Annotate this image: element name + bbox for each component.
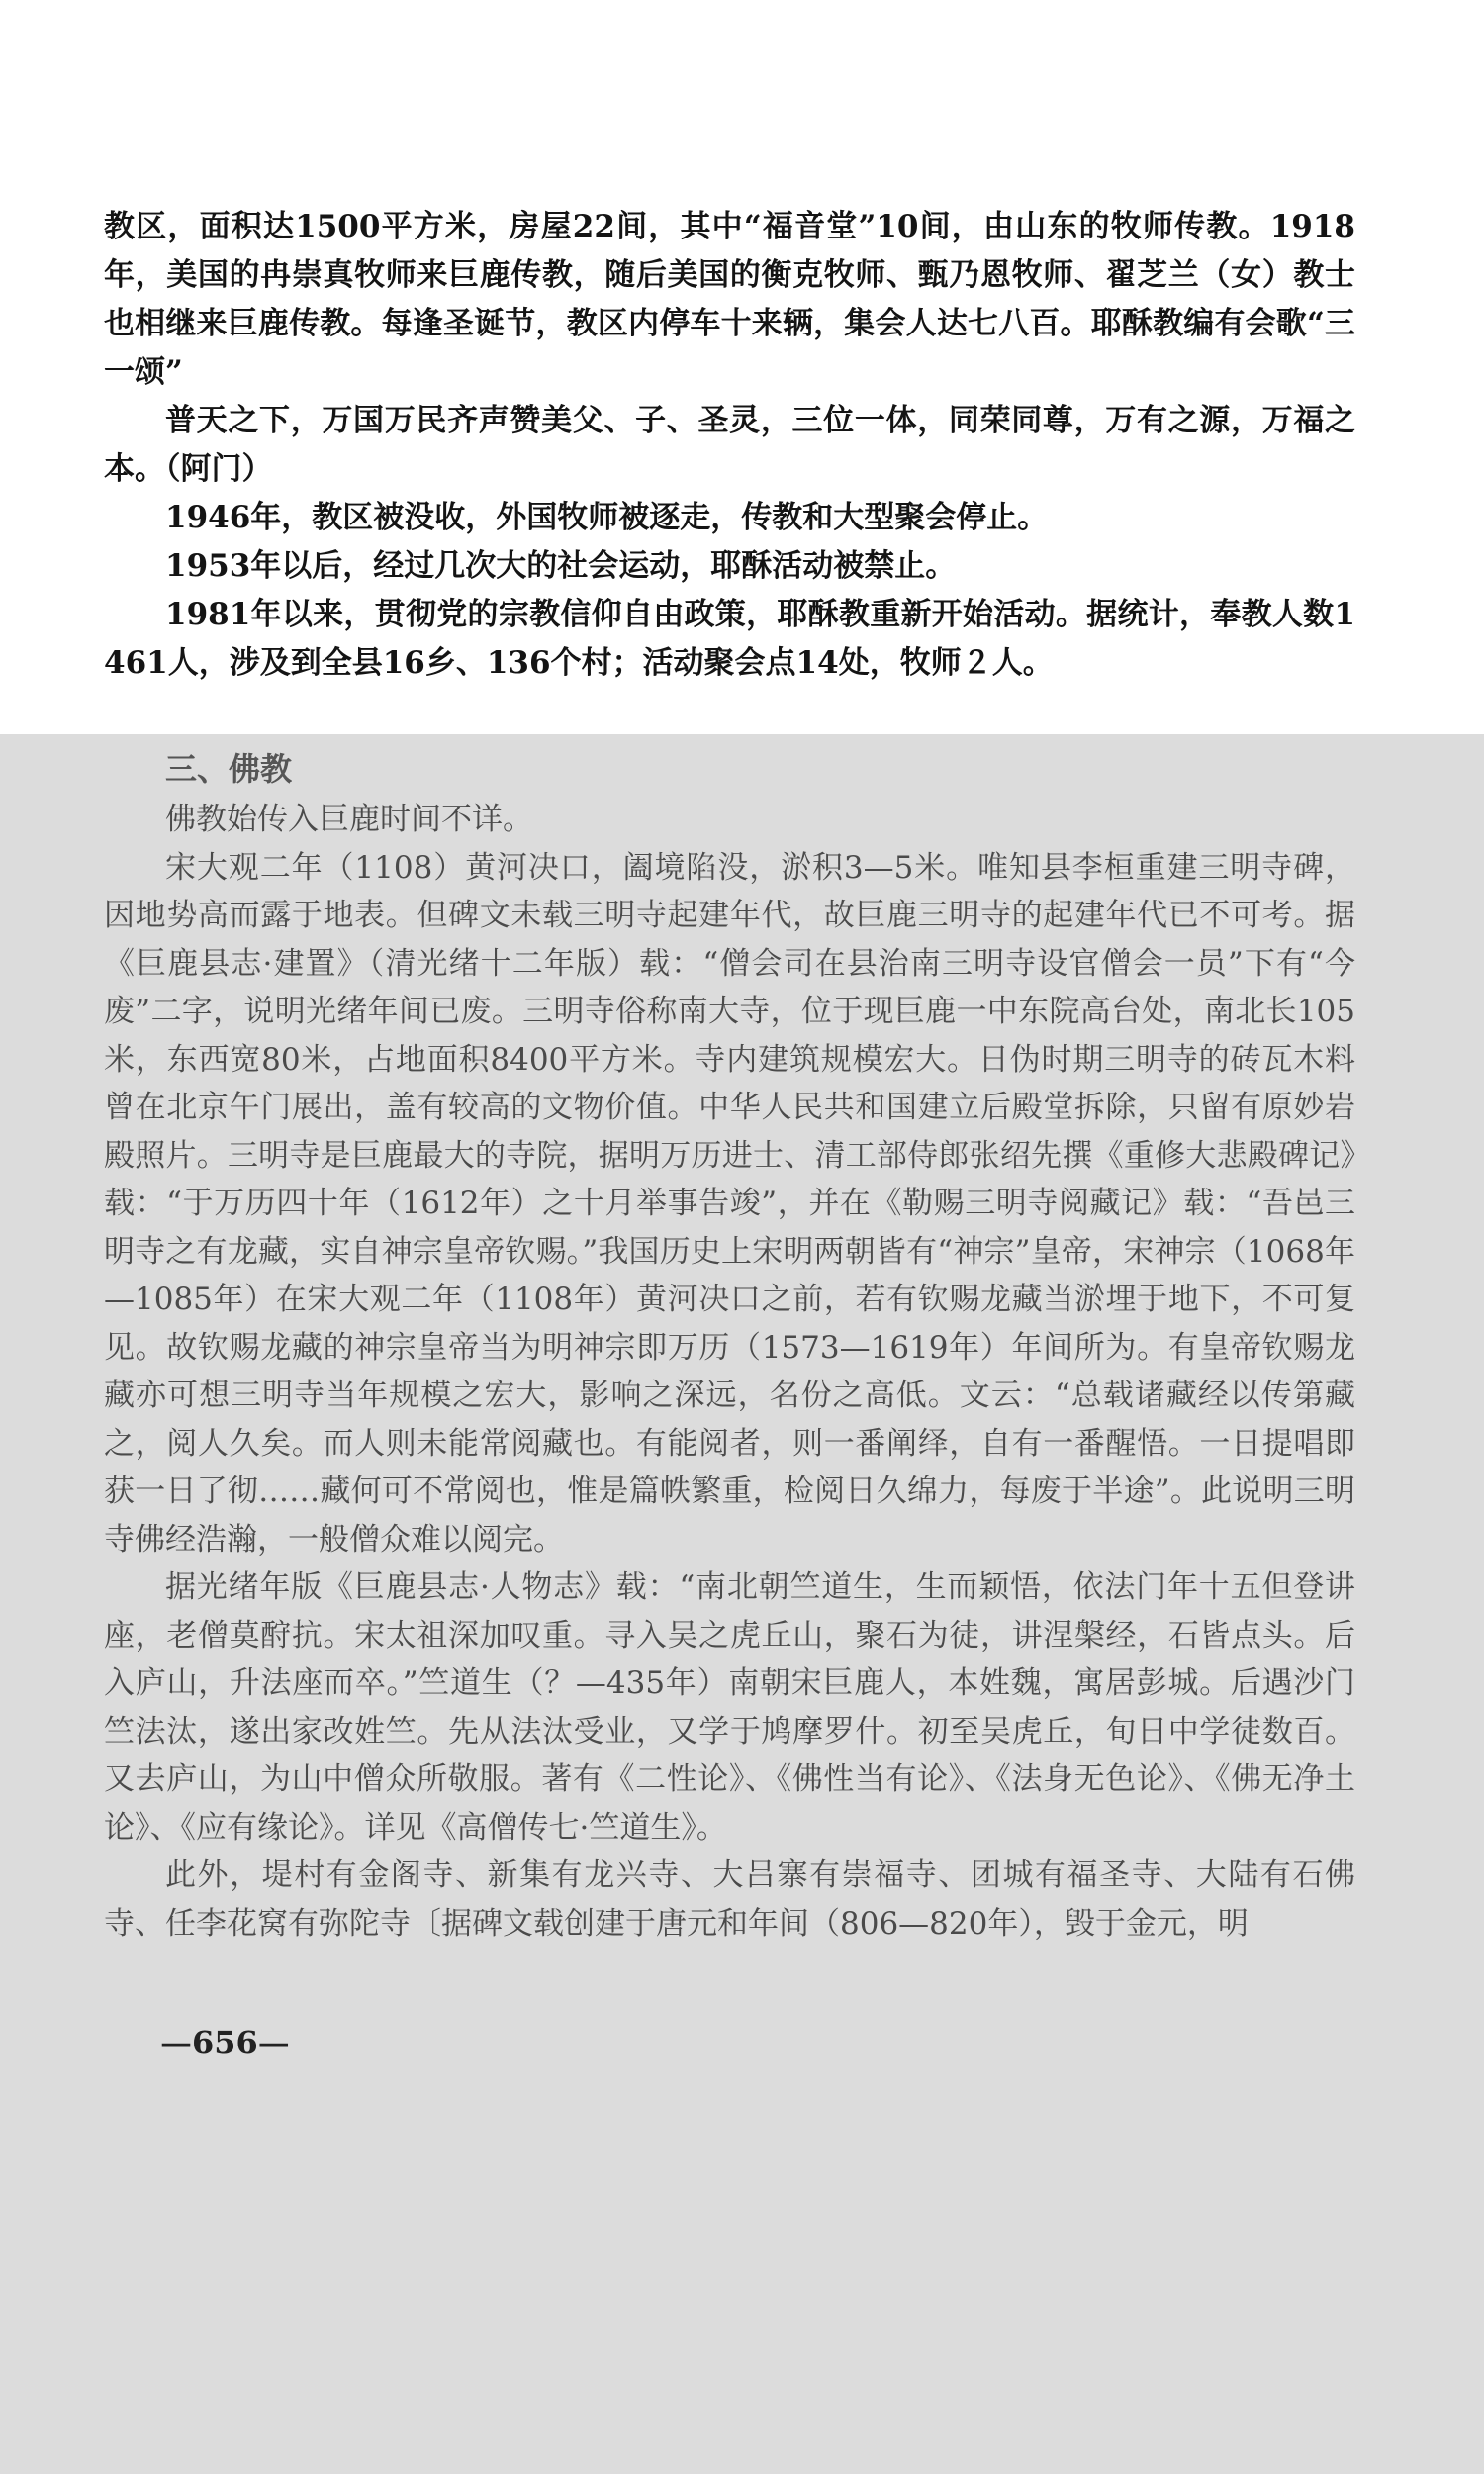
paragraph-church-history: 教区，面积达1500平方米，房屋22间，其中“福音堂”10间，由山东的牧师传教。1918年，美国的冉崇真牧师来巨鹿传教，随后美国的衡克牧师、甄乃恩牧师、翟芝兰（女）教士也相继来巨鹿传教。每逢圣诞节，教区内停车十来辆，集会人达七八百。耶酥教编有会歌“三一颂” [104, 209, 1355, 390]
upper-text-column [104, 203, 1355, 688]
lower-text-column [104, 744, 1355, 1948]
paragraph-sanming-temple: 宋大观二年（1108）黄河决口，阖境陷没，淤积3—5米。唯知县李桓重建三明寺碑，因地势高而露于地表。但碑文未载三明寺起建年代，故巨鹿三明寺的起建年代已不可考。据《巨鹿县志·建置》（清光绪十二年版）载：“僧会司在县治南三明寺设官僧会一员”下有“今废”二字，说明光绪年间已废。三明寺俗称南大寺，位于现巨鹿一中东院高台处，南北长105米，东西宽80米，占地面积8400平方米。寺内建筑规模宏大。日伪时期三明寺的砖瓦木料曾在北京午门展出，盖有较高的文物价值。中华人民共和国建立后殿堂拆除，只留有原妙岩殿照片。三明寺是巨鹿最大的寺院，据明万历进士、清工部侍郎张绍先撰《重修大悲殿碑记》载：“于万历四十年（1612年）之十月举事告竣”，并在《勒赐三明寺阅藏记》载：“吾邑三明寺之有龙藏，实自神宗皇帝钦赐。”我国历史上宋明两朝皆有“神宗”皇帝，宋神宗（1068年—1085年）在宋大观二年（1108年）黄河决口之前，若有钦赐龙藏当淤埋于地下，不可复见。故钦赐龙藏的神宗皇帝当为明神宗即万历（1573—1619年）年间所为。有皇帝钦赐龙藏亦可想三明寺当年规模之宏大，影响之深远，名份之高低。文云：“总载诸藏经以传第藏之，阅人久矣。而人则未能常阅藏也。有能阅者，则一番阐绎，自有一番醒悟。一日提唱即获一日了彻……藏何可不常阅也，惟是篇帙繁重，检阅日久绵力，每废于半途”。此说明三明寺佛经浩瀚，一般僧众难以阅完。 [104, 849, 1355, 1558]
paragraph-hymn: 普天之下，万国万民齐声赞美父、子、圣灵，三位一体，同荣同尊，万有之源，万福之本。（阿门） [104, 403, 1355, 487]
paragraph-other-temples: 此外，堤村有金阁寺、新集有龙兴寺、大吕寨有崇福寺、团城有福圣寺、大陆有石佛寺、任李花窝有弥陀寺〔据碑文载创建于唐元和年间（806—820年），毁于金元，明 [104, 1857, 1355, 1942]
page-number: —656— [160, 2024, 290, 2061]
section-heading-buddhism: 三、佛教 [165, 750, 293, 788]
lower-text-region [0, 734, 1484, 2474]
upper-text-region [0, 0, 1484, 734]
paragraph-1953: 1953年以后，经过几次大的社会运动，耶酥活动被禁止。 [165, 548, 957, 584]
paragraph-zhu-daosheng: 据光绪年版《巨鹿县志·人物志》载：“南北朝竺道生，生而颖悟，依法门年十五但登讲座，老僧莫酧抗。宋太祖深加叹重。寻入吴之虎丘山，聚石为徒，讲涅槃经，石皆点头。后入庐山，升法座而卒。”竺道生（？—435年）南朝宋巨鹿人，本姓魏，寓居彭城。后遇沙门竺法汰，遂出家改姓竺。先从法汰受业，又学于鸠摩罗什。初至吴虎丘，旬日中学徒数百。又去庐山，为山中僧众所敬服。著有《二性论》、《佛性当有论》、《法身无色论》、《佛无净土论》、《应有缘论》。详见《高僧传七·竺道生》。 [104, 1570, 1355, 1846]
paragraph-1946: 1946年，教区被没收，外国牧师被逐走，传教和大型聚会停止。 [165, 500, 1049, 535]
paragraph-1981: 1981年以来，贯彻党的宗教信仰自由政策，耶酥教重新开始活动。据统计，奉教人数1461人，涉及到全县16乡、136个村；活动聚会点14处，牧师２人。 [104, 597, 1355, 681]
paragraph-origin: 佛教始传入巨鹿时间不详。 [165, 802, 533, 837]
